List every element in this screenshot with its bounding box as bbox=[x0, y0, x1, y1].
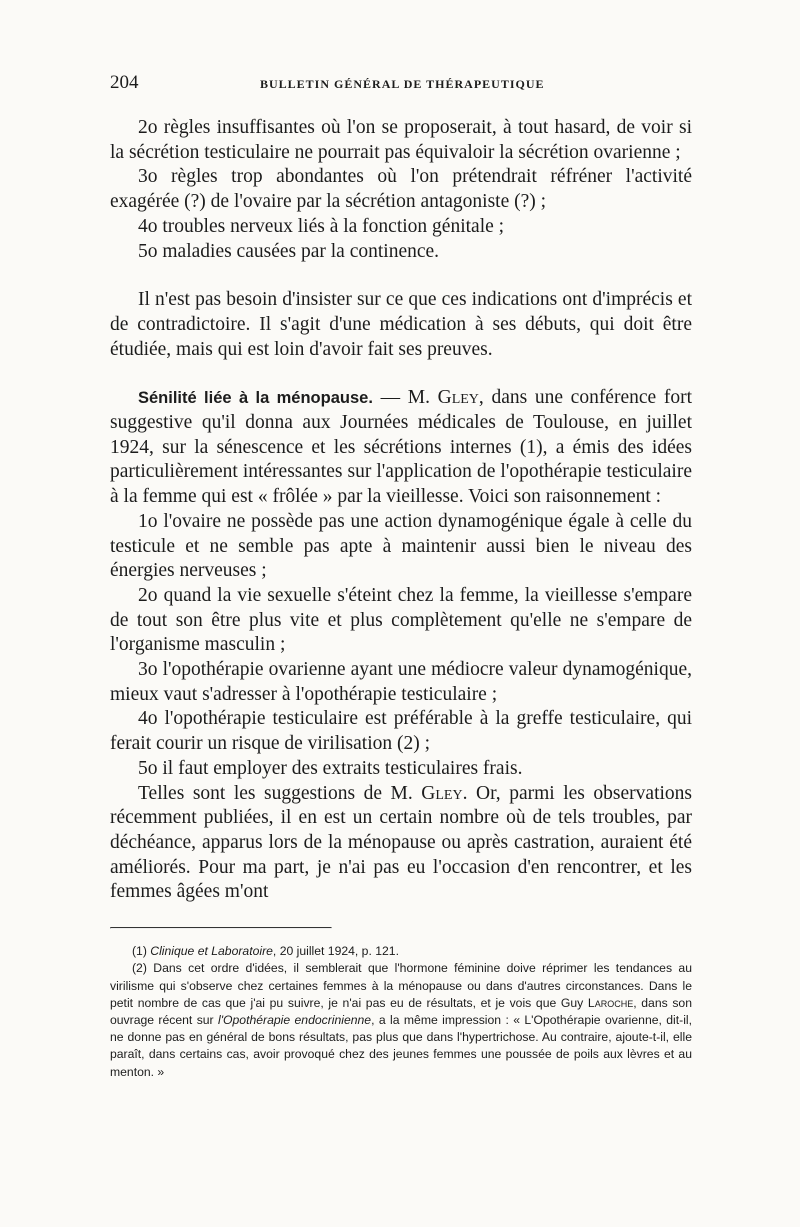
footnote-2-title: l'Opothérapie endocrinienne bbox=[218, 1012, 372, 1027]
final-paragraph bbox=[110, 782, 692, 906]
section-title: Sénilité liée à la ménopause. bbox=[138, 389, 373, 408]
list-a-item-2: 2o règles insuffisantes où l'on se proposerait, à tout hasard, de voir si la sécrétion testiculaire ne pourrait pas équivaloir la sécrétion ovarienne ; bbox=[110, 117, 692, 163]
section-paragraph bbox=[110, 386, 692, 510]
footnote-2-text-a: (2) Dans cet ordre d'idées, il semblerait que l'hormone féminine doive réprimer les tendances au virilisme qui s'observe chez certaines femmes à la ménopause ou dans d'autres circonstances. Dans le petit nombre de cas que j'ai pu suivre, je n'ai pas eu de résultats, et je vois que Guy bbox=[110, 961, 692, 1010]
final-text-start: Telles sont les suggestions de M. bbox=[138, 782, 422, 804]
final-text-rest: . Or, parmi les observations récemment publiées, il en est un certain nombre où de tels troubles, par déchéance, apparus lors de la ménopause ou après castration, auraient été améliorés. Pour ma part, je n'ai pas eu l'occasion d'en rencontrer, et les femmes âgées m'ont bbox=[110, 782, 692, 903]
footnote-1-source: Clinique et Laboratoire bbox=[150, 944, 273, 959]
footnote-2 bbox=[110, 960, 692, 1080]
list-a-item-3: 3o règles trop abondantes où l'on prétendrait réfréner l'activité exagérée (?) de l'ovaire par la sécrétion antagoniste (?) ; bbox=[110, 166, 692, 213]
list-b-item-3: 3o l'opothérapie ovarienne ayant une médiocre valeur dynamogénique, mieux vaut s'adresser à l'opothérapie testiculaire ; bbox=[110, 659, 692, 705]
footnote-1-mark: (1) bbox=[132, 944, 151, 959]
list-b-item-4: 4o l'opothérapie testiculaire est préférable à la greffe testiculaire, qui ferait courir un risque de virilisation (2) ; bbox=[110, 708, 692, 755]
list-b-item-1: 1o l'ovaire ne possède pas une action dynamogénique égale à celle du testicule et ne semble pas apte à maintenir aussi bien le niveau des énergies nerveuses ; bbox=[110, 510, 692, 582]
book-page bbox=[110, 72, 692, 1081]
footnote-1 bbox=[110, 943, 692, 960]
running-title: BULLETIN GÉNÉRAL DE THÉRAPEUTIQUE bbox=[260, 77, 545, 91]
footnote-2-text-c: , a la même impression : « L'Opothérapie ovarienne, dit-il, ne donne pas en général de bons résultats, pas plus que dans l'hypertrichose. Au contraire, ajoute-t-il, elle paraît, dans certains cas, avoir provoqué chez des jeunes femmes une poussée de poils aux lèvres et au menton. » bbox=[110, 1012, 692, 1079]
footnote-2-text-b: , dans son ouvrage récent sur bbox=[110, 995, 692, 1027]
author-name: Gley bbox=[437, 387, 479, 409]
running-head bbox=[110, 72, 692, 102]
conclusion-paragraph: Il n'est pas besoin d'insister sur ce que ces indications ont d'imprécis et de contradictoire. Il s'agit d'une médication à ses débuts, qui doit être étudiée, mais qui est loin d'avoir fait ses preuves. bbox=[110, 289, 692, 360]
author-name: Gley bbox=[421, 782, 463, 804]
list-b-item-5: 5o il faut employer des extraits testiculaires frais. bbox=[138, 757, 523, 779]
footnotes bbox=[110, 943, 692, 1081]
list-b-item-2: 2o quand la vie sexuelle s'éteint chez la femme, la vieillesse s'empare de tout son être plus vite et plus complètement qu'elle ne s'empare de l'organisme masculin ; bbox=[110, 584, 692, 656]
footnote-1-rest: , 20 juillet 1924, p. 121. bbox=[272, 944, 399, 959]
page-number: 204 bbox=[110, 72, 139, 93]
section-intro-dash: — M. bbox=[372, 387, 438, 409]
footnote-rule bbox=[110, 927, 332, 929]
list-a-item-5: 5o maladies causées par la continence. bbox=[138, 240, 440, 262]
footnote-2-author: Laroche bbox=[587, 995, 634, 1010]
list-a-item-4: 4o troubles nerveux liés à la fonction génitale ; bbox=[138, 215, 505, 237]
body-text bbox=[110, 116, 692, 905]
section-intro-text: , dans une conférence fort suggestive qu'il donna aux Journées médicales de Toulouse, en juillet 1924, sur la sénescence et les sécrétions internes (1), a émis des idées particulièrement intéressantes sur l'application de l'opothérapie testiculaire à la femme qui est « frôlée » par la vieillesse. Voici son raisonnement : bbox=[110, 387, 692, 508]
